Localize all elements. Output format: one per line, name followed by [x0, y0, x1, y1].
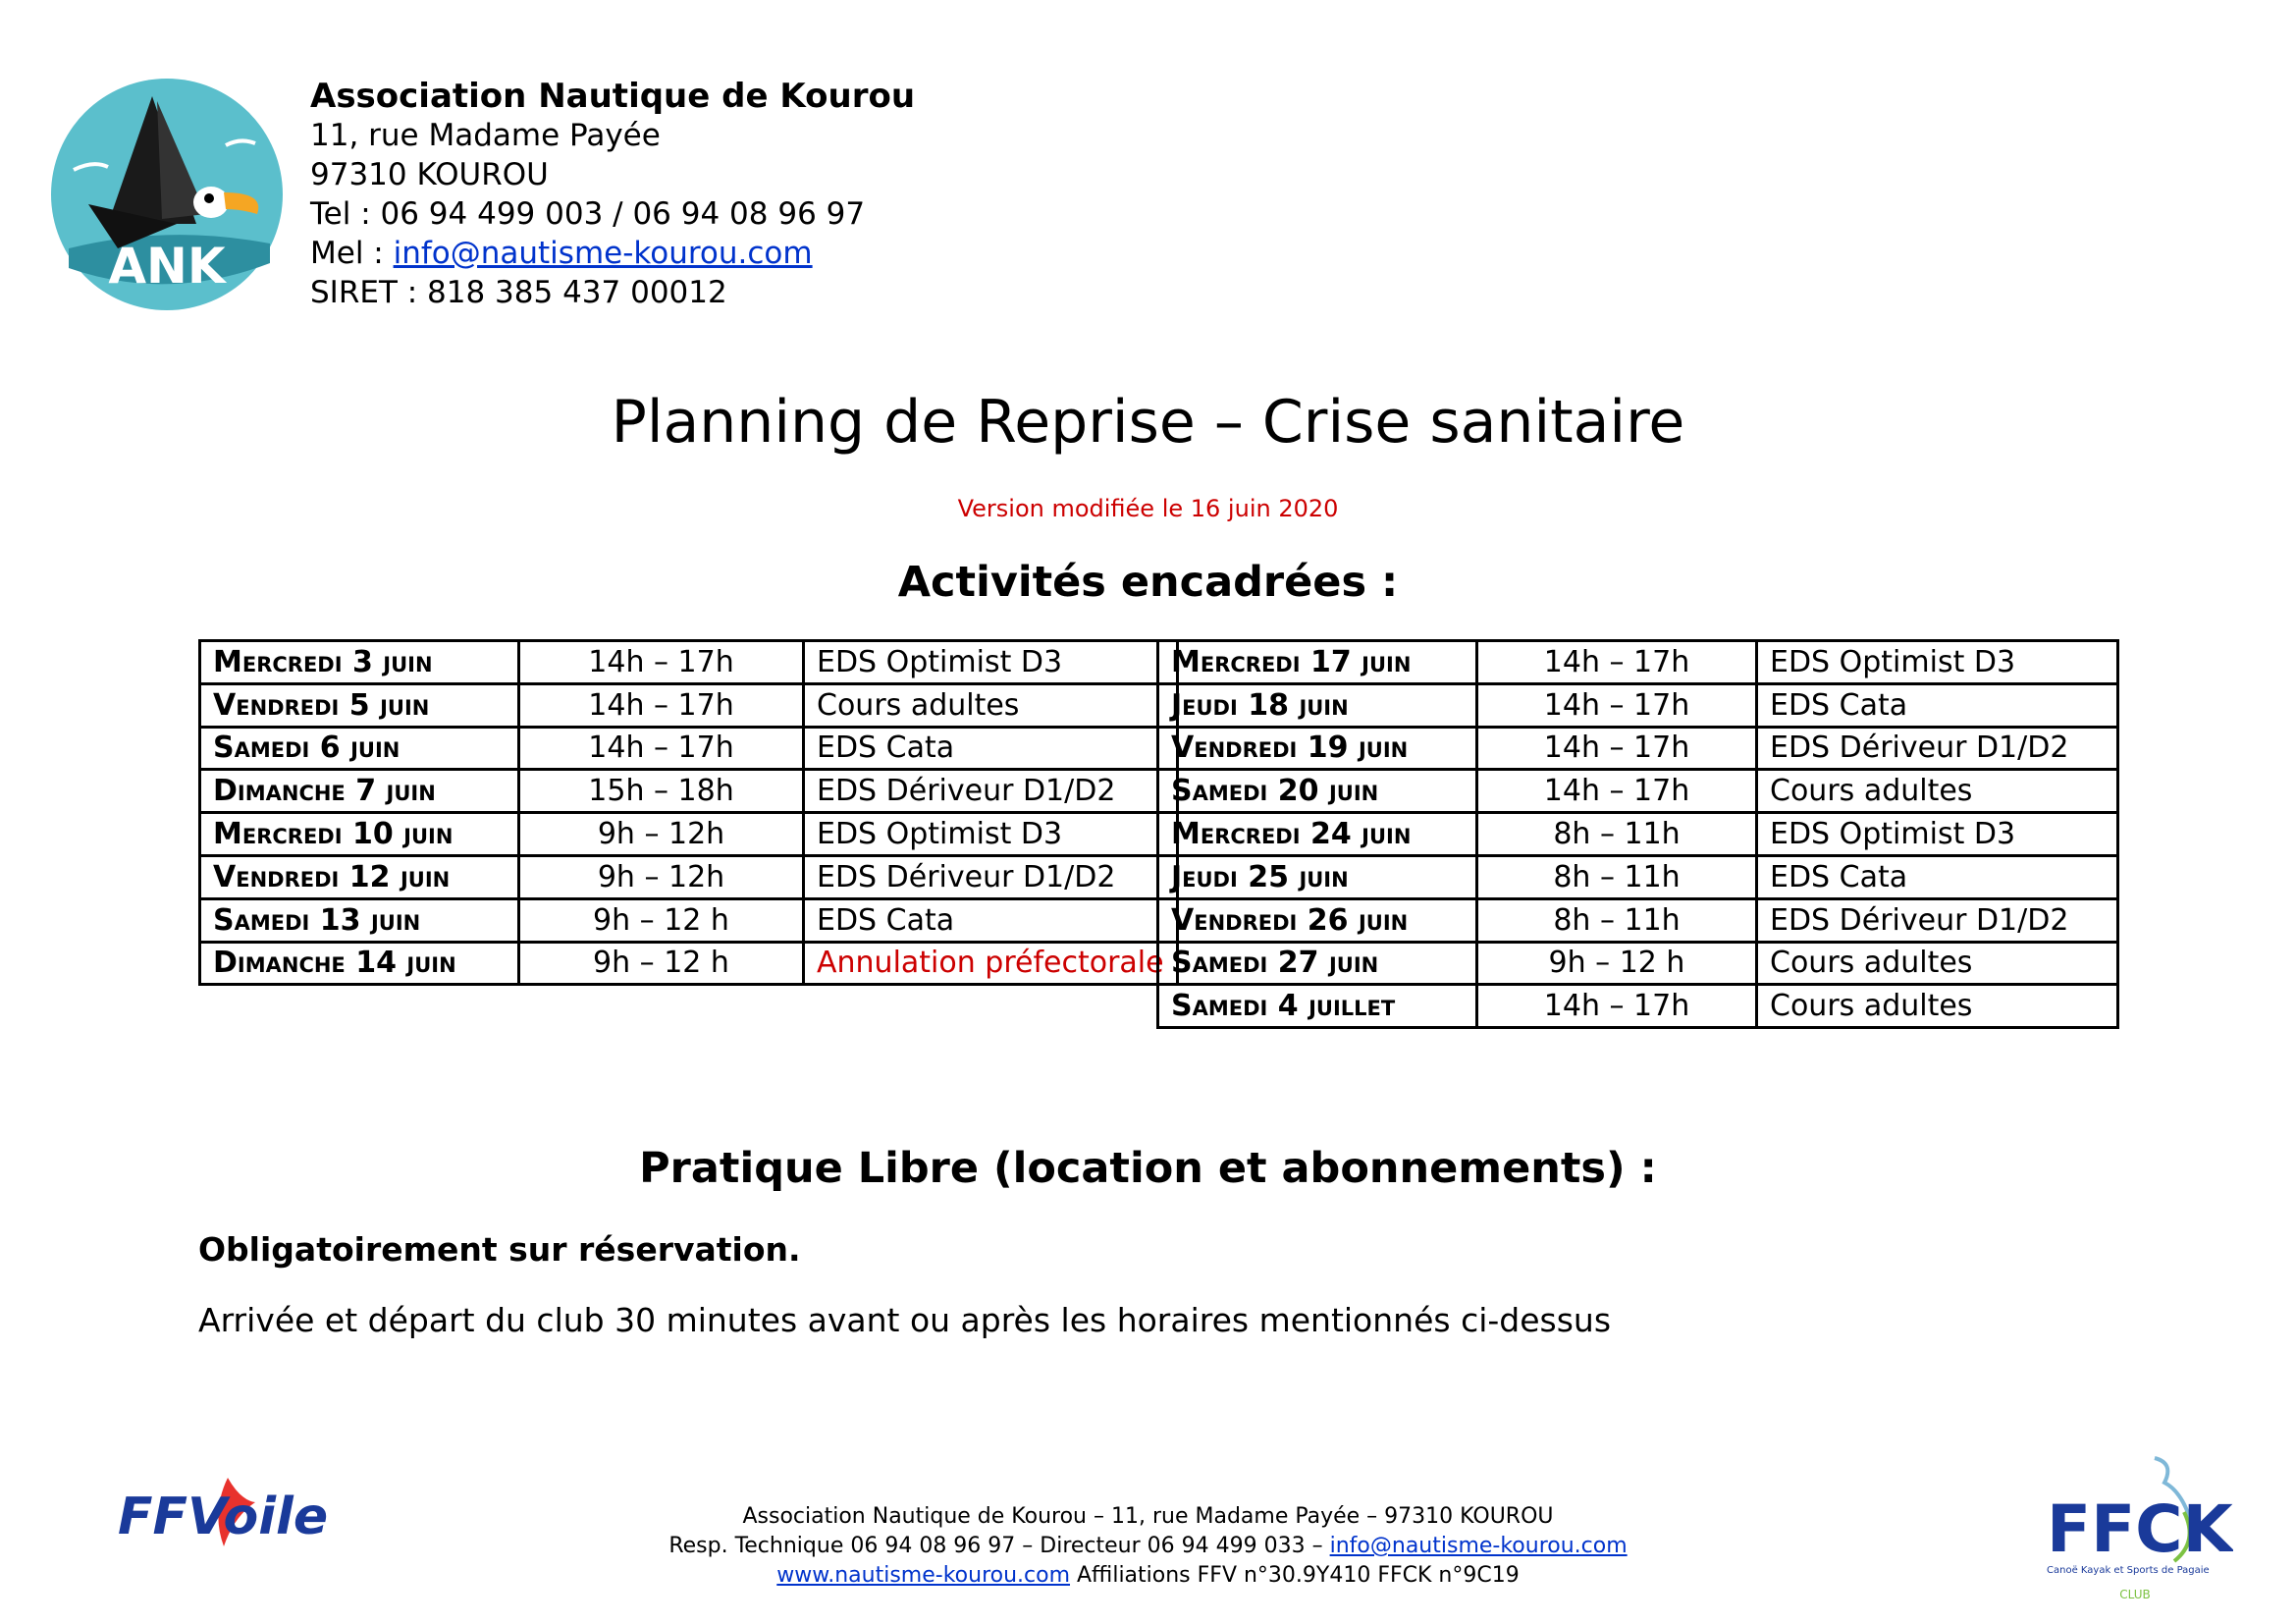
org-address: 11, rue Madame Payée [310, 118, 661, 153]
ffck-logo-text: FFCK [2047, 1491, 2233, 1567]
pratique-heading: Pratique Libre (location et abonnements) : [639, 1144, 1657, 1193]
day-cell: Mercredi 17 juin [1158, 641, 1477, 684]
activity-cell: EDS Dériveur D1/D2 [1757, 727, 2118, 770]
day-cell: Dimanche 14 juin [200, 942, 519, 985]
reservation-note: Obligatoirement sur réservation. [198, 1230, 801, 1269]
page-title: Planning de Reprise – Crise sanitaire [611, 388, 1685, 457]
time-cell: 14h – 17h [1477, 683, 1757, 727]
footer-affiliations: Affiliations FFV n°30.9Y410 FFCK n°9C19 [1070, 1563, 1520, 1588]
schedule-row [200, 942, 1178, 985]
activity-cell: Cours adultes [1757, 942, 2118, 985]
day-cell: Jeudi 25 juin [1158, 855, 1477, 898]
org-siret: SIRET : 818 385 437 00012 [310, 275, 727, 310]
schedule-table-left [198, 639, 1179, 986]
time-cell: 14h – 17h [1477, 727, 1757, 770]
header-email-link[interactable]: info@nautisme-kourou.com [393, 236, 813, 271]
day-cell: Dimanche 7 juin [200, 770, 519, 813]
day-cell: Vendredi 19 juin [1158, 727, 1477, 770]
activity-cell: Cours adultes [804, 683, 1178, 727]
org-name: Association Nautique de Kourou [310, 77, 916, 116]
day-cell: Samedi 13 juin [200, 898, 519, 942]
time-cell: 9h – 12h [519, 813, 804, 856]
footer-email-link[interactable]: info@nautisme-kourou.com [1329, 1534, 1628, 1558]
schedule-table-right [1156, 639, 2119, 1029]
schedule-row [1158, 898, 2118, 942]
mel-label: Mel : [310, 236, 394, 271]
schedule-row [200, 898, 1178, 942]
org-city: 97310 KOUROU [310, 157, 549, 192]
arrival-note: Arrivée et départ du club 30 minutes avant ou après les horaires mentionnés ci-dessus [198, 1301, 1612, 1339]
time-cell: 15h – 18h [519, 770, 804, 813]
day-cell: Samedi 4 juillet [1158, 985, 1477, 1028]
schedule-row [1158, 855, 2118, 898]
day-cell: Samedi 27 juin [1158, 942, 1477, 985]
activity-cell: EDS Cata [804, 727, 1178, 770]
activity-cell: EDS Cata [1757, 855, 2118, 898]
footer-website-link[interactable]: www.nautisme-kourou.com [776, 1563, 1071, 1588]
activities-heading: Activités encadrées : [897, 558, 1399, 607]
time-cell: 8h – 11h [1477, 855, 1757, 898]
time-cell: 8h – 11h [1477, 813, 1757, 856]
activity-cell: EDS Dériveur D1/D2 [804, 770, 1178, 813]
schedule-row [200, 813, 1178, 856]
schedule-row [1158, 770, 2118, 813]
activity-cell: Cours adultes [1757, 770, 2118, 813]
schedule-row [200, 855, 1178, 898]
day-cell: Vendredi 5 juin [200, 683, 519, 727]
day-cell: Samedi 6 juin [200, 727, 519, 770]
schedule-row [200, 727, 1178, 770]
activity-cell: EDS Dériveur D1/D2 [1757, 898, 2118, 942]
time-cell: 9h – 12 h [519, 898, 804, 942]
time-cell: 8h – 11h [1477, 898, 1757, 942]
time-cell: 14h – 17h [1477, 985, 1757, 1028]
footer-line3 [0, 1561, 2296, 1591]
schedule-row [1158, 727, 2118, 770]
day-cell: Vendredi 12 juin [200, 855, 519, 898]
activity-cell: EDS Dériveur D1/D2 [804, 855, 1178, 898]
time-cell: 14h – 17h [519, 727, 804, 770]
schedule-row [200, 770, 1178, 813]
activity-cell: EDS Cata [804, 898, 1178, 942]
activity-cell: EDS Optimist D3 [804, 813, 1178, 856]
schedule-row [1158, 942, 2118, 985]
ffvoile-logo-text: FFVoile [118, 1488, 329, 1546]
version-note: Version modifiée le 16 juin 2020 [957, 495, 1339, 522]
ffck-logo-club: CLUB [2119, 1588, 2151, 1601]
schedule-row [1158, 985, 2118, 1028]
footer-line2 [0, 1532, 2296, 1561]
schedule-row [200, 683, 1178, 727]
activity-cell: EDS Optimist D3 [804, 641, 1178, 684]
day-cell: Jeudi 18 juin [1158, 683, 1477, 727]
day-cell: Mercredi 24 juin [1158, 813, 1477, 856]
ffck-logo-subtitle: Canoë Kayak et Sports de Pagaie [2047, 1565, 2210, 1576]
schedule-row [1158, 641, 2118, 684]
time-cell: 9h – 12h [519, 855, 804, 898]
activity-cell: EDS Optimist D3 [1757, 813, 2118, 856]
ank-logo-text: ANK [108, 238, 226, 295]
time-cell: 9h – 12 h [1477, 942, 1757, 985]
day-cell: Mercredi 10 juin [200, 813, 519, 856]
schedule-row [1158, 813, 2118, 856]
activity-cell: Annulation préfectorale [804, 942, 1178, 985]
org-tel: Tel : 06 94 499 003 / 06 94 08 96 97 [310, 196, 866, 232]
footer-contacts: Resp. Technique 06 94 08 96 97 – Directeur 06 94 499 033 – [668, 1534, 1330, 1558]
time-cell: 14h – 17h [519, 641, 804, 684]
schedule-row [1158, 683, 2118, 727]
activity-cell: EDS Optimist D3 [1757, 641, 2118, 684]
page-footer [0, 1502, 2296, 1591]
footer-line1: Association Nautique de Kourou – 11, rue Madame Payée – 97310 KOUROU [742, 1504, 1554, 1529]
schedule-row [200, 641, 1178, 684]
time-cell: 14h – 17h [519, 683, 804, 727]
time-cell: 9h – 12 h [519, 942, 804, 985]
time-cell: 14h – 17h [1477, 641, 1757, 684]
day-cell: Vendredi 26 juin [1158, 898, 1477, 942]
day-cell: Mercredi 3 juin [200, 641, 519, 684]
activity-cell: EDS Cata [1757, 683, 2118, 727]
time-cell: 14h – 17h [1477, 770, 1757, 813]
org-header [310, 77, 915, 312]
activity-cell: Cours adultes [1757, 985, 2118, 1028]
org-mel [310, 234, 915, 273]
day-cell: Samedi 20 juin [1158, 770, 1477, 813]
ank-logo [49, 77, 285, 312]
